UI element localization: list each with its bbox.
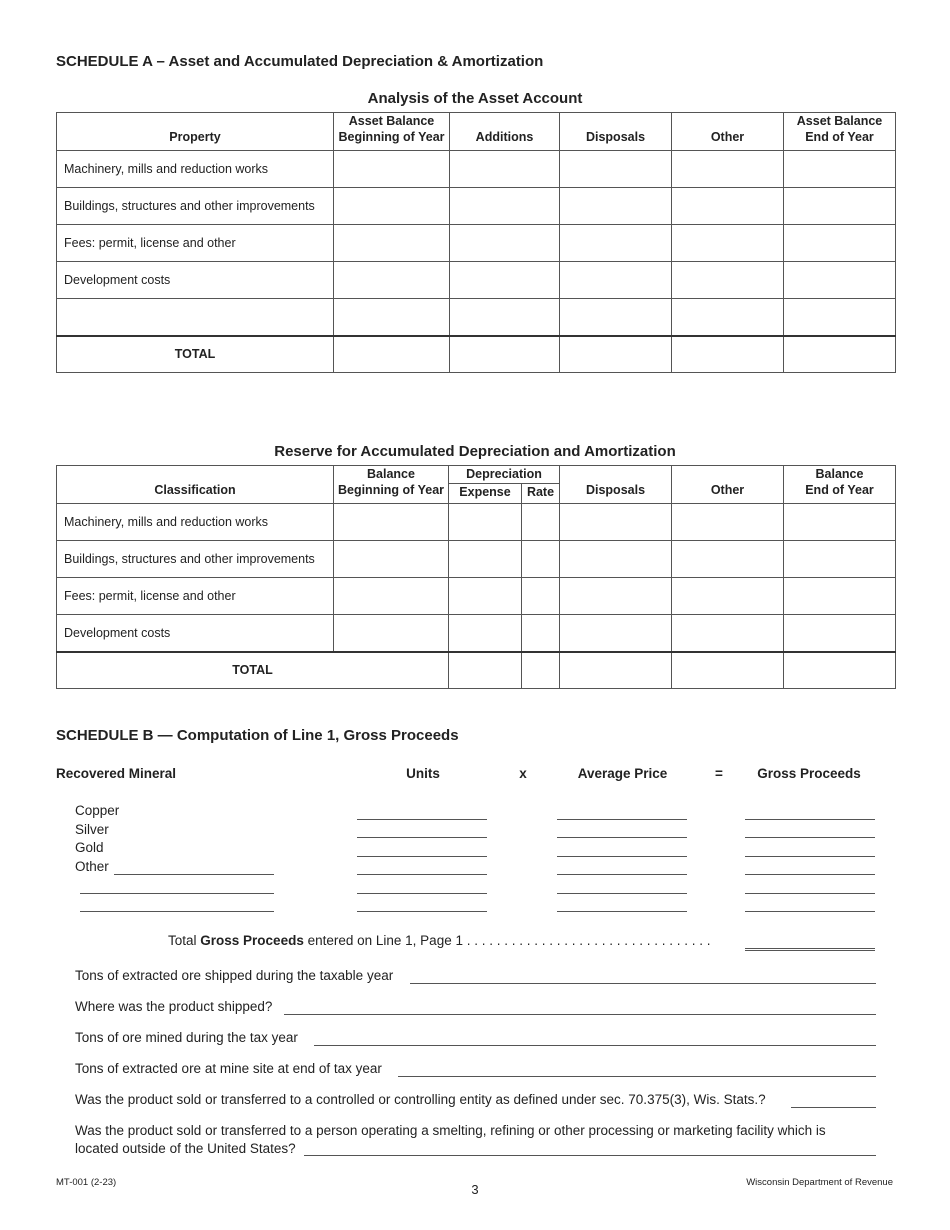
form-id: MT-001 (2-23) [56, 1177, 117, 1188]
cell-input[interactable] [449, 504, 522, 541]
cell-input[interactable] [449, 652, 522, 689]
reserve-table-caption: Reserve for Accumulated Depreciation and Amortization [274, 443, 676, 460]
controlled-entity-input[interactable] [791, 1107, 876, 1108]
cell-input[interactable] [560, 151, 672, 188]
cell-input[interactable] [560, 652, 672, 689]
cell-input[interactable] [672, 652, 784, 689]
header-other: Other [672, 466, 784, 504]
cell-input[interactable] [522, 652, 560, 689]
schedule-b-title: SCHEDULE B — Computation of Line 1, Gross Proceeds [56, 727, 459, 744]
foreign-facility-input[interactable] [304, 1155, 876, 1156]
question-ore-mined: Tons of ore mined during the tax year [75, 1030, 298, 1045]
cell-input[interactable] [450, 336, 560, 373]
header-recovered-mineral: Recovered Mineral [56, 766, 177, 781]
cell-input[interactable] [334, 299, 450, 336]
price-input[interactable] [557, 856, 687, 857]
table-row [57, 151, 896, 188]
gross-input[interactable] [745, 911, 875, 912]
row-label: Fees: permit, license and other [57, 225, 334, 262]
total-gross-proceeds-label [168, 933, 711, 948]
units-input[interactable] [357, 856, 487, 857]
units-input[interactable] [357, 874, 487, 875]
mineral-gold: Gold [75, 840, 104, 855]
cell-input[interactable] [334, 151, 450, 188]
cell-input[interactable] [784, 504, 896, 541]
cell-input[interactable] [450, 262, 560, 299]
cell-input[interactable] [560, 299, 672, 336]
row-label-blank[interactable] [57, 299, 334, 336]
gross-input[interactable] [745, 874, 875, 875]
header-gross-proceeds: Gross Proceeds [757, 766, 861, 781]
cell-input[interactable] [672, 336, 784, 373]
row-label: Fees: permit, license and other [57, 578, 334, 615]
other-mineral-input[interactable] [114, 874, 274, 875]
row-label: Machinery, mills and reduction works [57, 151, 334, 188]
gross-input[interactable] [745, 837, 875, 838]
cell-input[interactable] [334, 188, 450, 225]
header-balance-end: Balance End of Year [784, 466, 896, 504]
asset-table-caption: Analysis of the Asset Account [367, 90, 583, 107]
schedule-a-title: SCHEDULE A – Asset and Accumulated Depreciation & Amortization [56, 53, 544, 70]
units-input[interactable] [357, 819, 487, 820]
cell-input[interactable] [784, 336, 896, 373]
reserve-table [56, 465, 896, 689]
question-ore-shipped: Tons of extracted ore shipped during the taxable year [75, 968, 394, 983]
row-label: Machinery, mills and reduction works [57, 504, 334, 541]
cell-input[interactable] [560, 262, 672, 299]
table-row [57, 615, 896, 652]
cell-input[interactable] [334, 504, 449, 541]
cell-input[interactable] [449, 578, 522, 615]
cell-input[interactable] [672, 504, 784, 541]
cell-input[interactable] [784, 225, 896, 262]
cell-input[interactable] [672, 262, 784, 299]
cell-input[interactable] [784, 541, 896, 578]
header-balance-begin: Balance Beginning of Year [334, 466, 449, 504]
header-disposals: Disposals [560, 466, 672, 504]
header-property: Property [57, 113, 334, 151]
cell-input[interactable] [450, 188, 560, 225]
agency-name: Wisconsin Department of Revenue [746, 1177, 893, 1188]
cell-input[interactable] [560, 188, 672, 225]
row-label: Development costs [57, 262, 334, 299]
header-rate: Rate [522, 484, 560, 504]
header-other: Other [672, 113, 784, 151]
cell-input[interactable] [784, 615, 896, 652]
question-foreign-facility-line1: Was the product sold or transferred to a person operating a smelting, refining or other processing or marketing facility which is [75, 1123, 826, 1138]
cell-input[interactable] [784, 299, 896, 336]
question-product-shipped: Where was the product shipped? [75, 999, 273, 1014]
price-input[interactable] [557, 819, 687, 820]
cell-input[interactable] [672, 299, 784, 336]
table-row [57, 262, 896, 299]
cell-input[interactable] [784, 262, 896, 299]
cell-input[interactable] [334, 541, 449, 578]
header-units: Units [406, 766, 440, 781]
gross-input[interactable] [745, 893, 875, 894]
row-label: Buildings, structures and other improvements [57, 541, 334, 578]
cell-input[interactable] [784, 188, 896, 225]
cell-input[interactable] [449, 541, 522, 578]
cell-input[interactable] [672, 578, 784, 615]
cell-input[interactable] [450, 299, 560, 336]
row-label: Development costs [57, 615, 334, 652]
cell-input[interactable] [334, 615, 449, 652]
cell-input[interactable] [672, 151, 784, 188]
ore-mined-input[interactable] [314, 1045, 876, 1046]
mineral-extra-input[interactable] [80, 893, 274, 894]
mineral-extra-input[interactable] [80, 911, 274, 912]
cell-input[interactable] [672, 188, 784, 225]
total-label: TOTAL [57, 336, 334, 373]
price-input[interactable] [557, 893, 687, 894]
total-row [57, 336, 896, 373]
question-foreign-facility-line2: located outside of the United States? [75, 1141, 296, 1156]
cell-input[interactable] [672, 225, 784, 262]
total-row [57, 652, 896, 689]
cell-input[interactable] [450, 151, 560, 188]
header-balance-end: Asset Balance End of Year [784, 113, 896, 151]
cell-input[interactable] [449, 615, 522, 652]
equals-symbol: = [715, 766, 723, 781]
page-number: 3 [471, 1182, 479, 1197]
times-symbol: x [519, 766, 527, 781]
cell-input[interactable] [334, 336, 450, 373]
cell-input[interactable] [672, 541, 784, 578]
gross-input[interactable] [745, 819, 875, 820]
cell-input[interactable] [522, 615, 560, 652]
asset-account-table [56, 112, 896, 373]
header-expense: Expense [449, 484, 522, 504]
price-input[interactable] [557, 874, 687, 875]
header-disposals: Disposals [560, 113, 672, 151]
units-input[interactable] [357, 911, 487, 912]
units-input[interactable] [357, 837, 487, 838]
table-row [57, 225, 896, 262]
question-controlled-entity: Was the product sold or transferred to a controlled or controlling entity as defined under sec. 70.375(3), Wis. Stats.? [75, 1092, 766, 1107]
cell-input[interactable] [334, 262, 450, 299]
mineral-silver: Silver [75, 822, 109, 837]
header-balance-begin: Asset Balance Beginning of Year [334, 113, 450, 151]
cell-input[interactable] [560, 615, 672, 652]
cell-input[interactable] [560, 225, 672, 262]
cell-input[interactable] [560, 578, 672, 615]
table-row [57, 541, 896, 578]
table-row [57, 504, 896, 541]
cell-input[interactable] [522, 504, 560, 541]
cell-input[interactable] [522, 578, 560, 615]
cell-input[interactable] [672, 615, 784, 652]
ore-shipped-input[interactable] [410, 983, 876, 984]
product-shipped-input[interactable] [284, 1014, 876, 1015]
header-average-price: Average Price [577, 766, 668, 781]
total-prefix: Total [168, 933, 201, 948]
total-suffix: entered on Line 1, Page 1 . . . . . . . . . . . . . . . . . . . . . . . . . . . . . . . . . [303, 933, 711, 948]
cell-input[interactable] [560, 541, 672, 578]
question-ore-at-site: Tons of extracted ore at mine site at end of tax year [75, 1061, 382, 1076]
total-gross-proceeds-input[interactable] [745, 948, 875, 951]
table-row [57, 188, 896, 225]
mineral-copper: Copper [75, 803, 120, 818]
cell-input[interactable] [522, 541, 560, 578]
cell-input[interactable] [334, 578, 449, 615]
table-row [57, 299, 896, 336]
gross-input[interactable] [745, 856, 875, 857]
cell-input[interactable] [560, 336, 672, 373]
header-additions: Additions [450, 113, 560, 151]
units-input[interactable] [357, 893, 487, 894]
header-classification: Classification [57, 466, 334, 504]
header-depreciation: Depreciation [449, 466, 560, 484]
total-label: TOTAL [57, 652, 449, 689]
table-row [57, 578, 896, 615]
price-input[interactable] [557, 837, 687, 838]
cell-input[interactable] [784, 652, 896, 689]
cell-input[interactable] [784, 151, 896, 188]
row-label: Buildings, structures and other improvements [57, 188, 334, 225]
cell-input[interactable] [450, 225, 560, 262]
ore-at-site-input[interactable] [398, 1076, 876, 1077]
total-bold: Gross Proceeds [200, 933, 304, 948]
cell-input[interactable] [560, 504, 672, 541]
cell-input[interactable] [334, 225, 450, 262]
cell-input[interactable] [784, 578, 896, 615]
mineral-other: Other [75, 859, 109, 874]
price-input[interactable] [557, 911, 687, 912]
